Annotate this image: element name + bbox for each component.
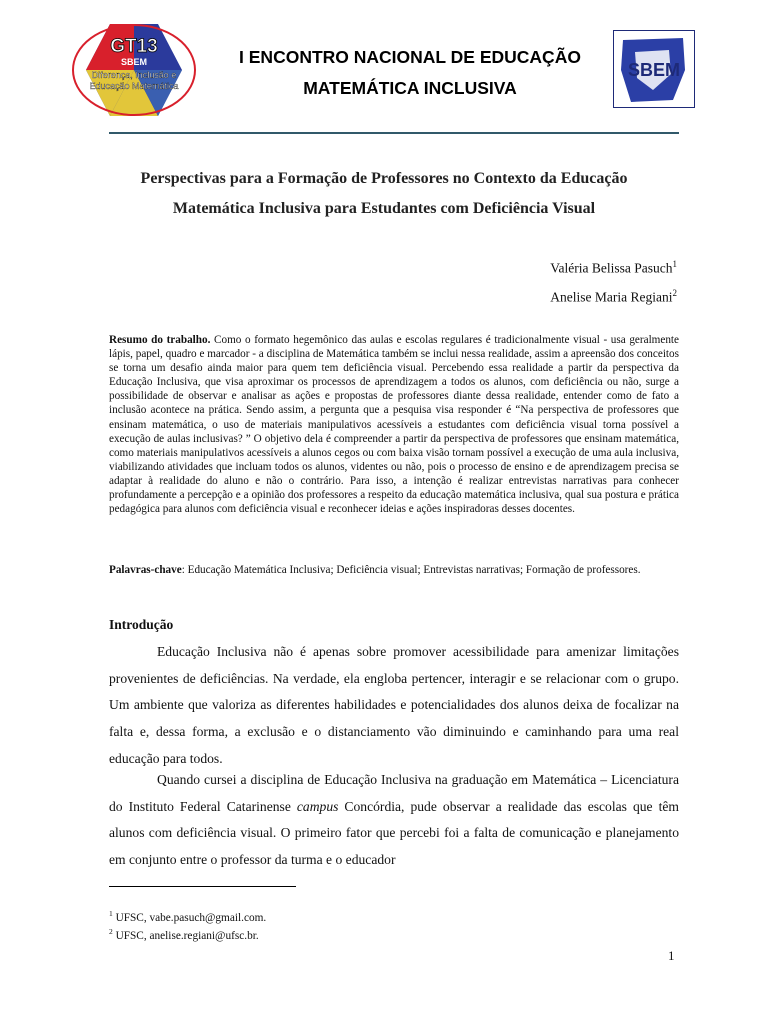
footnote-text: UFSC, anelise.regiani@ufsc.br. xyxy=(115,929,259,942)
intro-paragraph-1: Educação Inclusiva não é apenas sobre promover acessibilidade para amenizar limitações provenientes de deficiências. Na verdade, ela engloba pertencer, interagir e se relacionar com o grupo. Um ambiente que valoriza as diferentes habilidades e potencialidades dos alunos deixa de focalizar na falta e, dessa forma, a exclusão e o distanciamento vão diminuindo e caminhando para uma real educação para todos. xyxy=(109,644,679,766)
author-name: Anelise Maria Regiani xyxy=(550,289,673,304)
page-number: 1 xyxy=(668,948,675,963)
gt13-logo-tagline-2: Educação Matemática xyxy=(89,81,179,91)
footnote-mark: 2 xyxy=(109,926,113,936)
author-list xyxy=(550,252,677,309)
keywords xyxy=(109,559,679,581)
keywords-label: Palavras-chave xyxy=(109,564,182,576)
intro-paragraph-2-end: Concórdia, pude observar a realidade das escolas que têm alunos com deficiência visual. O primeiro fator que percebi foi a falta de comunicação e planejamento em conjunto entre o professor da turma e o educador xyxy=(109,798,679,868)
footnote-text: UFSC, vabe.pasuch@gmail.com. xyxy=(115,911,267,924)
footnotes xyxy=(109,907,266,943)
event-title xyxy=(200,42,620,104)
abstract-label: Resumo do trabalho. xyxy=(109,334,211,346)
intro-paragraph-2-start: Quando cursei a disciplina de Educação Inclusiva na graduação em Matemática – Licenciatura do Instituto Federal Catarinense xyxy=(109,772,679,814)
event-title-line-1: I ENCONTRO NACIONAL DE EDUCAÇÃO xyxy=(239,47,581,67)
author-entry xyxy=(550,252,677,281)
footnote xyxy=(109,925,266,943)
intro-paragraph-2 xyxy=(109,767,679,874)
intro-paragraph-2-italic: campus xyxy=(296,798,339,814)
sbem-logo-text: SBEM xyxy=(627,60,681,80)
paper-title xyxy=(100,164,668,224)
gt13-logo-code: GT13 xyxy=(110,36,158,57)
paper-title-line-1: Perspectivas para a Formação de Professores no Contexto da Educação xyxy=(140,170,628,187)
section-heading: Introdução xyxy=(109,617,174,632)
sbem-logo xyxy=(613,30,695,108)
gt13-logo-tagline-1: Diferença, Inclusão e xyxy=(91,70,177,80)
page-header xyxy=(0,0,768,140)
abstract-text: Como o formato hegemônico das aulas e escolas regulares é tradicionalmente visual - usa geralmente lápis, papel, quadro e marcador - a disciplina de Matemática também se inclui nessa realidade, assim a apreensão dos conceitos se torna um desafio ainda maior para quem tem deficiência visual. Percebendo essa realidade a partir da perspectiva da Educação Inclusiva, que visa aproximar os processos de aprendizagem a todos os alunos, com deficiência ou não, surge a possibilidade de observar e analisar as ações e propostas de professores diante dessa realidade, entender como de fato a inclusão acontece na prática. Sendo assim, a pergunta que a pesquisa visa responder é “Na perspectiva de professores que ensinam matemática, o uso de materiais manipulativos acessíveis a estudantes com deficiência visual torna possível a execução de aulas inclusivas? ” O objetivo dela é compreender a partir da perspectiva de professores que ensinam matemática, como materiais manipulativos acessíveis a alunos cegos ou com baixa visão tornam possível a execução de uma aula inclusiva, viabilizando atividades que incluam todos os alunos, videntes ou não, pois o processo de ensino e de aprendizagem precisa se adaptar à realidade do aluno e não o contrário. Para isso, a intenção é realizar entrevistas narrativas para conhecer profundamente a percepção e a opinião dos professores a respeito da educação matemática inclusiva, qual sua postura e prática pedagógica para alunos com deficiência visual e reconhecer ideias e ações inspiradoras desses docentes. xyxy=(109,334,680,516)
gt13-logo xyxy=(72,24,196,116)
author-footnote-mark: 1 xyxy=(672,259,677,269)
author-name: Valéria Belissa Pasuch xyxy=(550,260,673,276)
footnote xyxy=(109,907,266,925)
paper-title-line-2: Matemática Inclusiva para Estudantes com Deficiência Visual xyxy=(172,200,596,217)
abstract xyxy=(109,333,679,516)
header-divider xyxy=(109,132,679,134)
author-entry xyxy=(550,281,677,310)
event-title-line-2: MATEMÁTICA INCLUSIVA xyxy=(303,78,517,98)
author-footnote-mark: 2 xyxy=(672,287,677,298)
gt13-logo-org: SBEM xyxy=(120,57,148,67)
footnote-mark: 1 xyxy=(109,909,113,918)
keywords-text: : Educação Matemática Inclusiva; Deficiência visual; Entrevistas narrativas; Formação de professores. xyxy=(181,564,641,576)
footnote-divider xyxy=(109,886,296,887)
